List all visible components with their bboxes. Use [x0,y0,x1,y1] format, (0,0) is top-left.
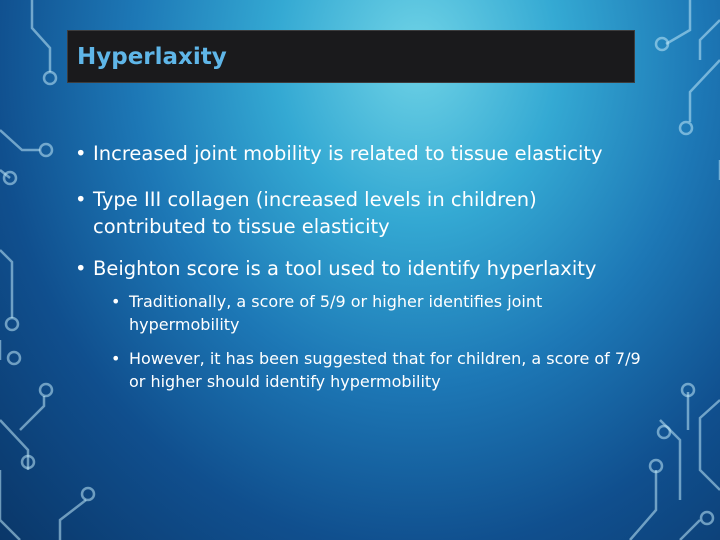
bullet-text: Beighton score is a tool used to identify hyperlaxity [93,257,597,280]
bullet-dot-icon: • [75,257,87,280]
sub-bullet-text: Traditionally, a score of 5/9 or higher identifies joint hypermobility [129,292,543,334]
bullet-dot-icon: • [75,142,87,165]
bullet-dot-icon: • [75,188,87,211]
bullet-item [75,255,655,282]
bullet-text: Increased joint mobility is related to tissue elasticity [93,142,603,165]
bullet-text: Type III collagen (increased levels in children) contributed to tissue elasticity [93,188,537,238]
bullet-item [75,186,655,240]
sub-bullet-item [111,290,646,336]
slide-title: Hyperlaxity [77,44,227,70]
bullet-dot-icon: • [111,349,121,368]
sub-bullet-text: However, it has been suggested that for children, a score of 7/9 or higher should identify hypermobility [129,349,641,391]
sub-bullet-item [111,347,646,393]
bullet-item [75,140,655,167]
bullet-dot-icon: • [111,292,121,311]
